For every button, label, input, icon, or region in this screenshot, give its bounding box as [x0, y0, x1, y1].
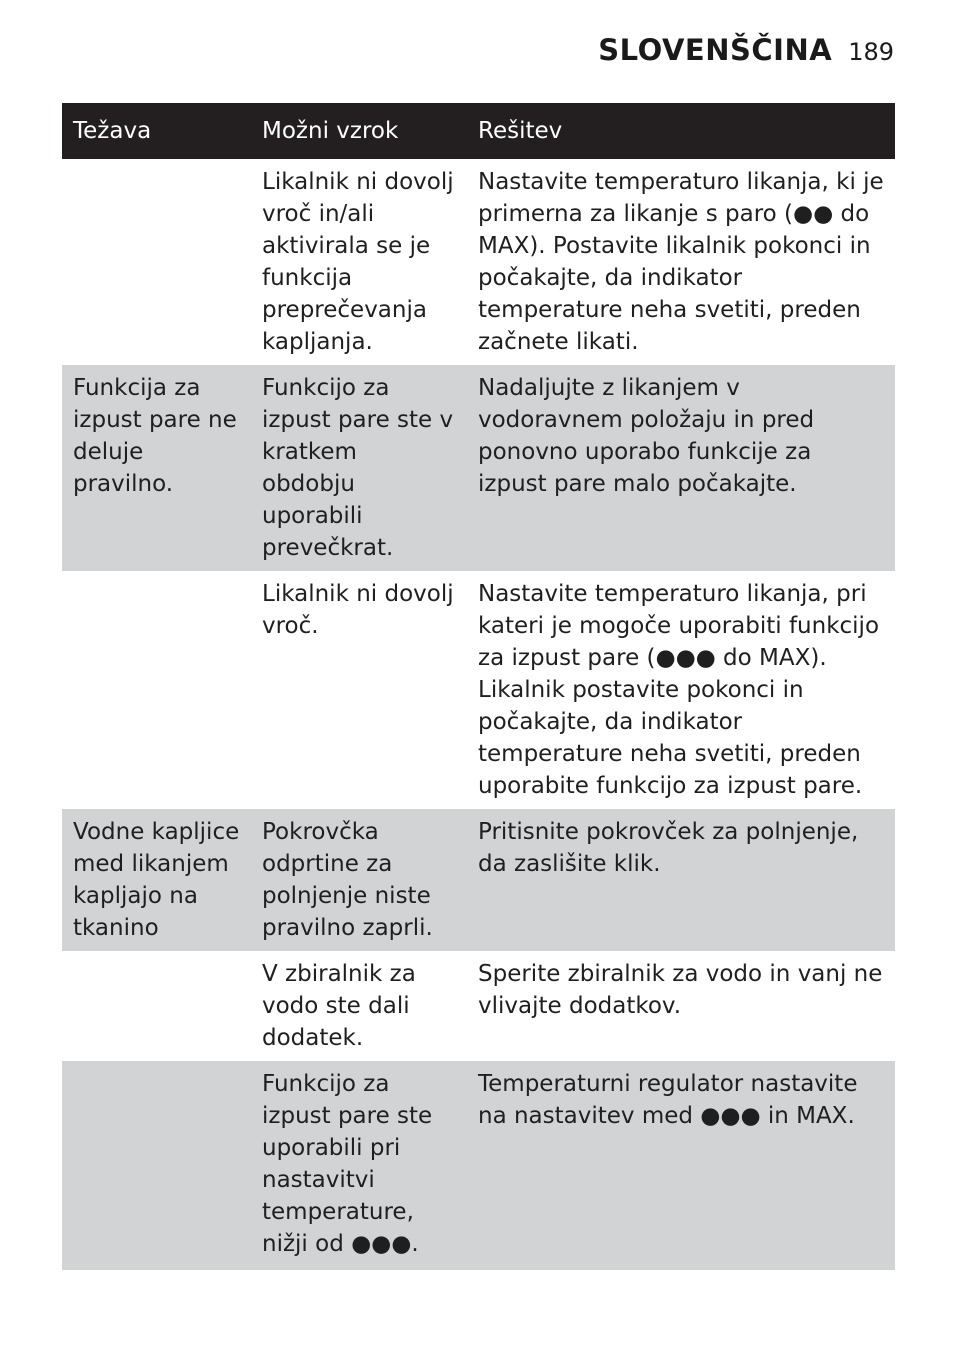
problem-cell: Vodne kapljice med likanjem kapljajo na tkanino	[62, 809, 251, 951]
column-header-problem: Težava	[62, 103, 251, 159]
problem-cell	[62, 159, 251, 365]
cause-cell: Funkcijo za izpust pare ste uporabili pri nastavitvi temperature, nižji od ●●●.	[251, 1061, 467, 1270]
cause-cell: Funkcijo za izpust pare ste v kratkem obdobju uporabili prevečkrat.	[251, 365, 467, 571]
table-row	[62, 1061, 895, 1270]
table-header-row	[62, 103, 895, 159]
problem-cell	[62, 1061, 251, 1270]
solution-cell: Nastavite temperaturo likanja, pri kateri je mogoče uporabiti funkcijo za izpust pare (●●● do MAX). Likalnik postavite pokonci in počakajte, da indikator temperature neha svetiti, preden uporabite funkcijo za izpust pare.	[478, 581, 880, 799]
troubleshooting-table	[62, 103, 895, 1270]
cause-cell: Pokrovčka odprtine za polnjenje niste pravilno zaprli.	[251, 809, 467, 951]
page-number: 189	[848, 38, 894, 66]
column-header-cause: Možni vzrok	[251, 103, 467, 159]
table-row	[62, 809, 895, 951]
solution-cell: Sperite zbiralnik za vodo in vanj ne vlivajte dodatkov.	[478, 961, 883, 1019]
problem-cell	[62, 951, 251, 1061]
solution-cell: Nadaljujte z likanjem v vodoravnem položaju in pred ponovno uporabo funkcije za izpust pare malo počakajte.	[467, 365, 895, 571]
problem-cell	[62, 571, 251, 809]
cause-cell: Likalnik ni dovolj vroč in/ali aktivirala se je funkcija preprečevanja kapljanja.	[262, 169, 454, 355]
table-row	[62, 951, 895, 1061]
page-header	[598, 33, 894, 67]
column-header-solution: Rešitev	[467, 103, 895, 159]
table-row	[62, 571, 895, 809]
solution-cell: Nastavite temperaturo likanja, ki je primerna za likanje s paro (●● do MAX). Postavite likalnik pokonci in počakajte, da indikator temperature neha svetiti, preden začnete likati.	[478, 169, 884, 355]
solution-cell: Pritisnite pokrovček za polnjenje, da zaslišite klik.	[467, 809, 895, 951]
table-row	[62, 365, 895, 571]
cause-cell: V zbiralnik za vodo ste dali dodatek.	[262, 961, 416, 1051]
section-language-title: SLOVENŠČINA	[598, 33, 833, 67]
cause-cell: Likalnik ni dovolj vroč.	[262, 581, 454, 639]
problem-cell: Funkcija za izpust pare ne deluje pravilno.	[62, 365, 251, 571]
table-row	[62, 159, 895, 365]
solution-cell: Temperaturni regulator nastavite na nastavitev med ●●● in MAX.	[467, 1061, 895, 1270]
